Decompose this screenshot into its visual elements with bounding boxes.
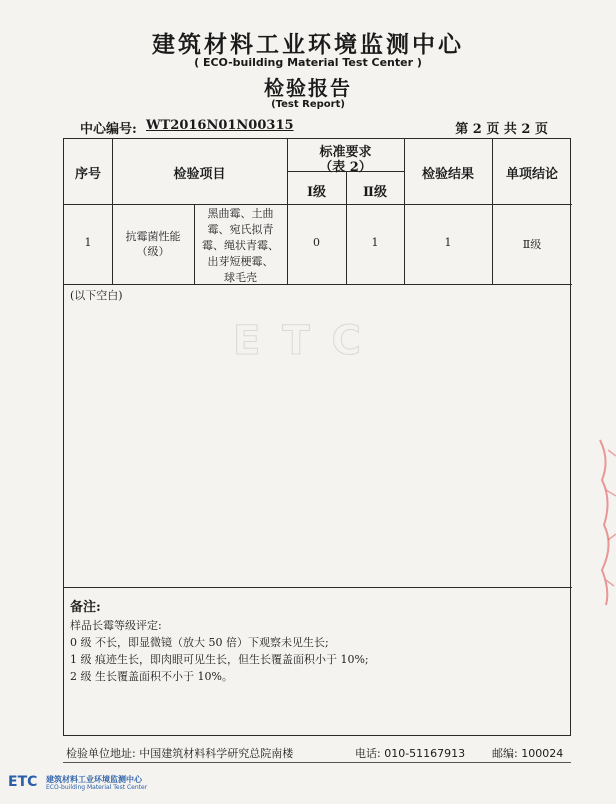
notes-title: 备注: [70,600,101,615]
col-divider-seq [112,139,113,285]
notes-top-rule [64,587,572,588]
report-title-en: (Test Report) [271,99,345,110]
header-std: 标准要求 [319,145,372,160]
org-name-cn: 建筑材料工业环境监测中心 [152,31,464,58]
col-divider-result [492,139,493,285]
species-line: 霉、宛氏拟青 [207,223,274,236]
row-level1: 0 [313,236,320,249]
header-result: 检验结果 [421,167,474,182]
report-title-cn: 检验报告 [264,76,352,100]
seal-stamp-edge [596,430,616,610]
center-number-value: WT2016N01N00315 [146,118,294,133]
note-line: 0 级 不长，即显微镜（放大 50 倍）下观察未见生长; [70,636,329,649]
note-line: 2 级 生长覆盖面积不小于 10%。 [70,670,233,683]
etc-logo: ETC [8,774,38,790]
species-line: 霉、绳状青霉、 [202,239,279,252]
header-bottom-rule [64,204,572,205]
species-line: 球毛壳 [224,271,257,284]
row-conclusion: Ⅱ级 [522,238,542,251]
header-level2: Ⅱ级 [363,185,387,200]
note-line: 样品长霉等级评定: [70,619,162,632]
species-line: 出芽短梗霉、 [207,255,274,268]
row-species-list [194,206,287,286]
page-info: 第 2 页 共 2 页 [455,122,548,137]
note-line: 1 级 痕迹生长，即肉眼可见生长，但生长覆盖面积小于 10%; [70,653,369,666]
header-seq: 序号 [74,167,101,182]
row-bottom-rule [64,284,572,285]
header-level1: Ⅰ级 [306,185,327,200]
footer-phone: 电话: 010-51167913 [355,747,466,760]
row-item: 抗霉菌性能 [125,230,181,243]
species-line: 黑曲霉、土曲 [207,207,274,220]
header-item: 检验项目 [173,167,226,182]
row-level2: 1 [371,236,379,249]
row-result: 1 [444,236,452,249]
center-number-label: 中心编号: [80,122,137,137]
row-seq: 1 [84,236,92,249]
footer-divider [63,762,571,763]
watermark: ETC [233,318,383,364]
header-conclusion: 单项结论 [505,167,558,182]
org-name-en: ( ECO-building Material Test Center ) [194,56,422,69]
footer-address: 检验单位地址: 中国建筑材料科学研究总院南楼 [66,747,294,760]
blank-below-note: (以下空白) [70,289,123,302]
footer-postcode: 邮编: 100024 [492,747,564,760]
row-item-unit: （级） [136,245,170,258]
logo-org-cn: 建筑材料工业环境监测中心 [46,775,142,784]
col-divider-std-right [404,139,405,285]
logo-org-en: ECO-building Material Test Center [46,784,148,791]
header-std-sub: （表 2） [319,160,372,175]
